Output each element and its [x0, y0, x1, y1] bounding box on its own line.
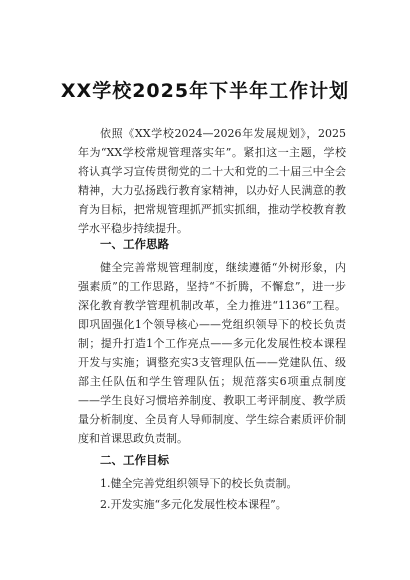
- approach-paragraph: 健全完善常规管理制度，继续遵循“外树形象，内强素质”的工作思路，坚持“不折腾，不懈怠”，进一步深化教育教学管理机制改革，全力推进“1136”工程。即巩固强化1个领导核心——党组织领导下的校长负责制；提升打造1个工作亮点——多元化发展性校本课程开发与实施；调整充实3支管理队伍——党建队伍、级部主任队伍和学生管理队伍；规范落实6项重点制度——学生良好习惯培养制度、教职工考评制度、教学质量分析制度、全员育人导师制度、学生综合素质评价制度和首课思政负责制。: [78, 261, 346, 445]
- intro-paragraph: 依照《XX学校2024—2026年发展规划》，2025年为“XX学校常规管理落实年”。紧扣这一主题，学校将认真学习宣传贯彻党的二十大和党的二十届三中全会精神，大力弘扬践行教育家精神，以办好人民满意的教育为目标，把常规管理抓严抓实抓细，推动学校教育教学水平稳步持续提升。: [78, 127, 346, 235]
- document-title: XX学校2025年下半年工作计划: [60, 80, 350, 102]
- section-heading-goals: 二、工作目标: [100, 453, 169, 467]
- section-heading-approach: 一、工作思路: [100, 237, 169, 251]
- goal-item: 2.开发实施“多元化发展性校本课程”。: [100, 498, 287, 511]
- goal-item: 1.健全完善党组织领导下的校长负责制。: [100, 477, 298, 490]
